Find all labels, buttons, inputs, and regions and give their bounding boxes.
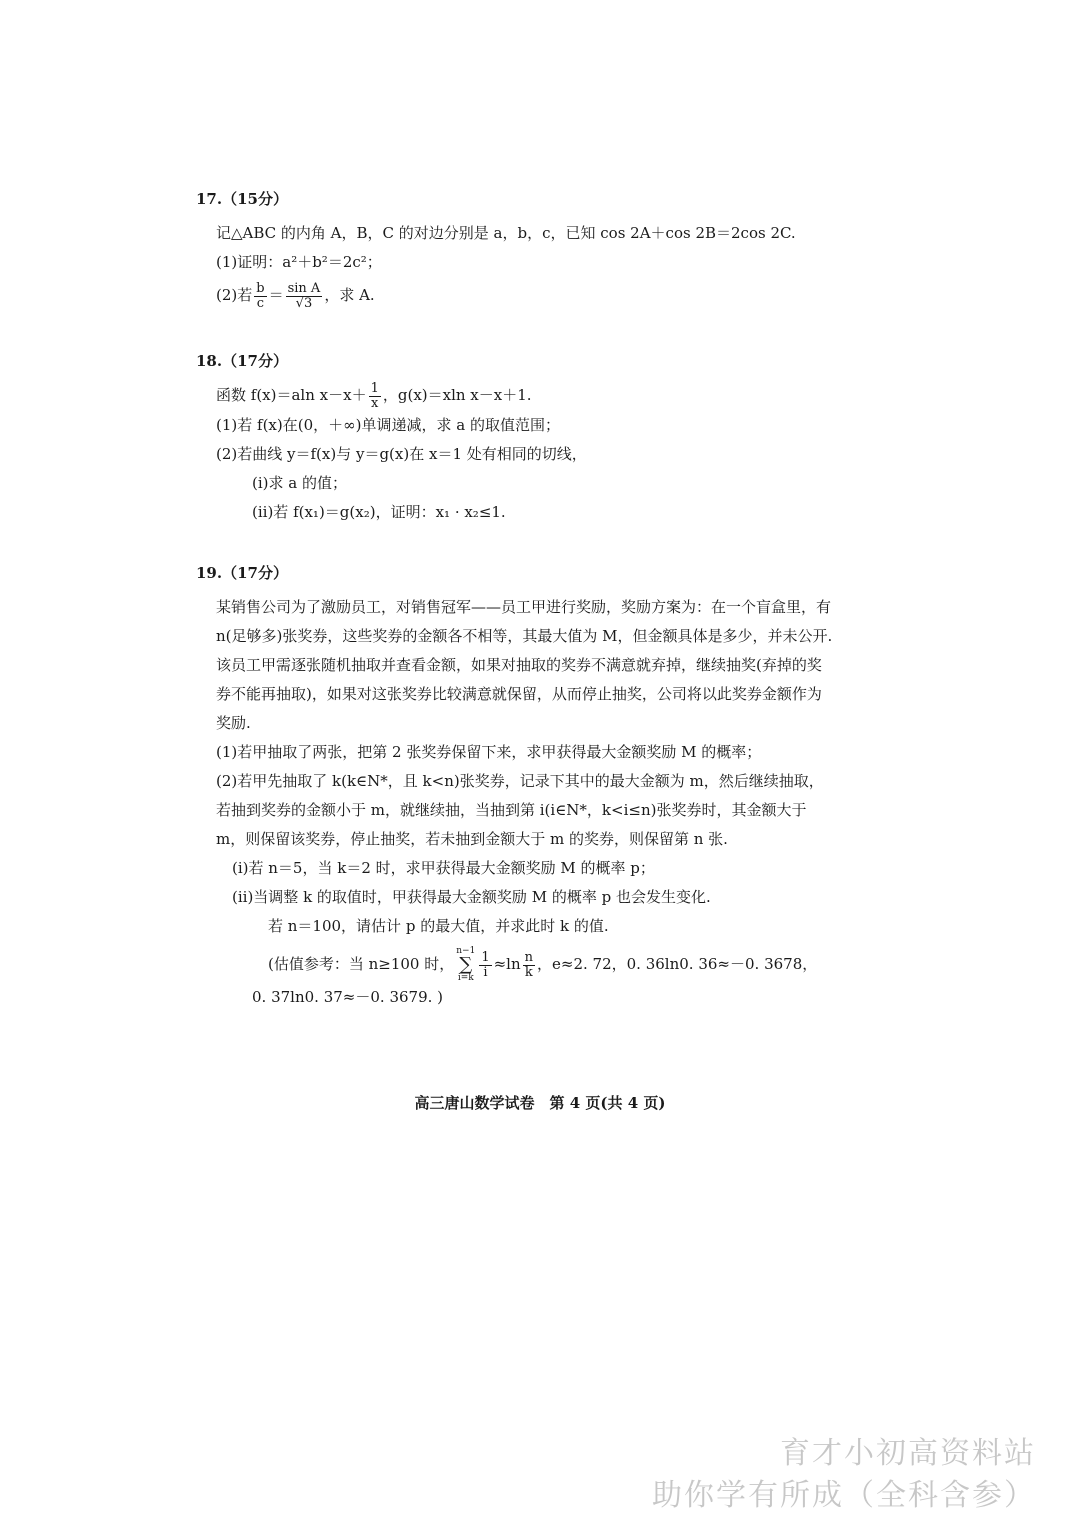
watermark-line-1: 育才小初高资料站: [780, 1436, 1036, 1471]
fraction-1-over-i: [479, 951, 491, 980]
question-17-part-2: [196, 281, 856, 311]
equals-sign: ＝: [268, 286, 284, 304]
question-18-heading: 18.（17分）: [196, 352, 288, 370]
question-17-stem: 记△ABC 的内角 A，B，C 的对边分别是 a，b，c，已知 cos 2A＋cos 2B＝2cos 2C.: [216, 224, 796, 242]
frac-den: i: [483, 964, 488, 980]
sum-lower: i=k: [457, 973, 474, 983]
question-18-part-2-i: (ⅰ)求 a 的值；: [252, 473, 347, 492]
fraction-1-over-x: [369, 382, 381, 411]
frac-den: k: [524, 964, 533, 980]
question-19-estimate-reference: [196, 947, 836, 983]
sum-sigma: ∑: [459, 954, 473, 975]
question-18: [196, 350, 856, 527]
sum-upper: n−1: [456, 946, 476, 956]
ref-prefix: (估值参考：当 n≥100 时，: [268, 955, 455, 973]
q18-stem-prefix: 函数 f(x)＝aln x－x＋: [216, 386, 367, 404]
q18-stem-suffix: ，g(x)＝xln x－x＋1.: [382, 386, 532, 404]
watermark-line-2: 助你学有所成（全科含参）: [652, 1478, 1036, 1513]
question-18-part-2: (2)若曲线 y＝f(x)与 y＝g(x)在 x＝1 处有相同的切线，: [216, 444, 587, 463]
q17-p2-prefix: (2)若: [216, 286, 253, 304]
frac-den: x: [371, 395, 379, 411]
fraction-b-over-c: [254, 282, 266, 311]
question-18-part-1: (1)若 f(x)在(0，＋∞)单调递减，求 a 的取值范围；: [216, 415, 560, 434]
frac-den: √3: [295, 295, 313, 311]
question-17-heading: 17.（15分）: [196, 190, 288, 208]
question-19-part-1: (1)若甲抽取了两张，把第 2 张奖券保留下来，求甲获得最大金额奖励 M 的概率；: [216, 743, 762, 761]
question-19-part-2-i: (ⅰ)若 n＝5，当 k＝2 时，求甲获得最大金额奖励 M 的概率 p；: [232, 859, 655, 877]
frac-num: n: [524, 949, 534, 965]
q17-p2-suffix: ，求 A.: [324, 286, 375, 304]
question-18-stem: [196, 381, 856, 411]
frac-num: b: [256, 280, 265, 296]
frac-num: 1: [481, 949, 490, 965]
question-19: [196, 562, 836, 1012]
fraction-n-over-k: [523, 951, 535, 980]
frac-den: c: [256, 295, 265, 311]
summation-symbol: [456, 947, 475, 983]
question-19-part-2: (2)若甲先抽取了 k(k∈N*，且 k<n)张奖券，记录下其中的最大金额为 m，然后继续抽取，若抽到奖券的金额小于 m，就继续抽，当抽到第 i(i∈N*，k<i≤n)张奖券时，其金额大于 m，则保留该奖券，停止抽奖，若未抽到金额大于 m 的奖券，则保留第 n 张.: [216, 772, 824, 848]
question-19-stem: 某销售公司为了激励员工，对销售冠军——员工甲进行奖励，奖励方案为：在一个盲盒里，有 n(足够多)张奖券，这些奖券的金额各不相等，其最大值为 M，但金额具体是多少，并未公开. 该员工甲需逐张随机抽取并查看金额，如果对抽取的奖券不满意就弃掉，继续抽奖(弃掉的奖券不能再抽取)，如果对这张奖券比较满意就保留，从而停止抽奖，公司将以此奖券金额作为奖励.: [216, 598, 833, 732]
question-17-part-1: (1)证明：a²＋b²＝2c²；: [216, 253, 382, 271]
frac-num: 1: [370, 380, 379, 396]
question-19-part-2-ii-task: 若 n＝100，请估计 p 的最大值，并求此时 k 的值.: [268, 917, 609, 935]
page-footer: 高三唐山数学试卷 第 4 页(共 4 页): [414, 1094, 666, 1112]
frac-num: sin A: [287, 280, 321, 296]
fraction-sinA-over-sqrt3: [286, 282, 323, 311]
ref-suffix: ，e≈2. 72，0. 36ln0. 36≈－0. 3678，: [537, 955, 818, 973]
question-19-part-2-ii: (ⅱ)当调整 k 的取值时，甲获得最大金额奖励 M 的概率 p 也会发生变化.: [232, 888, 711, 906]
question-19-heading: 19.（17分）: [196, 564, 288, 582]
question-19-estimate-reference-2: 0. 37ln0. 37≈－0. 3679. ): [252, 988, 444, 1006]
ref-approx-ln: ≈ln: [493, 955, 521, 973]
question-18-part-2-ii: (ⅱ)若 f(x₁)＝g(x₂)，证明：x₁ · x₂≤1.: [252, 502, 506, 521]
question-17: [196, 188, 856, 311]
